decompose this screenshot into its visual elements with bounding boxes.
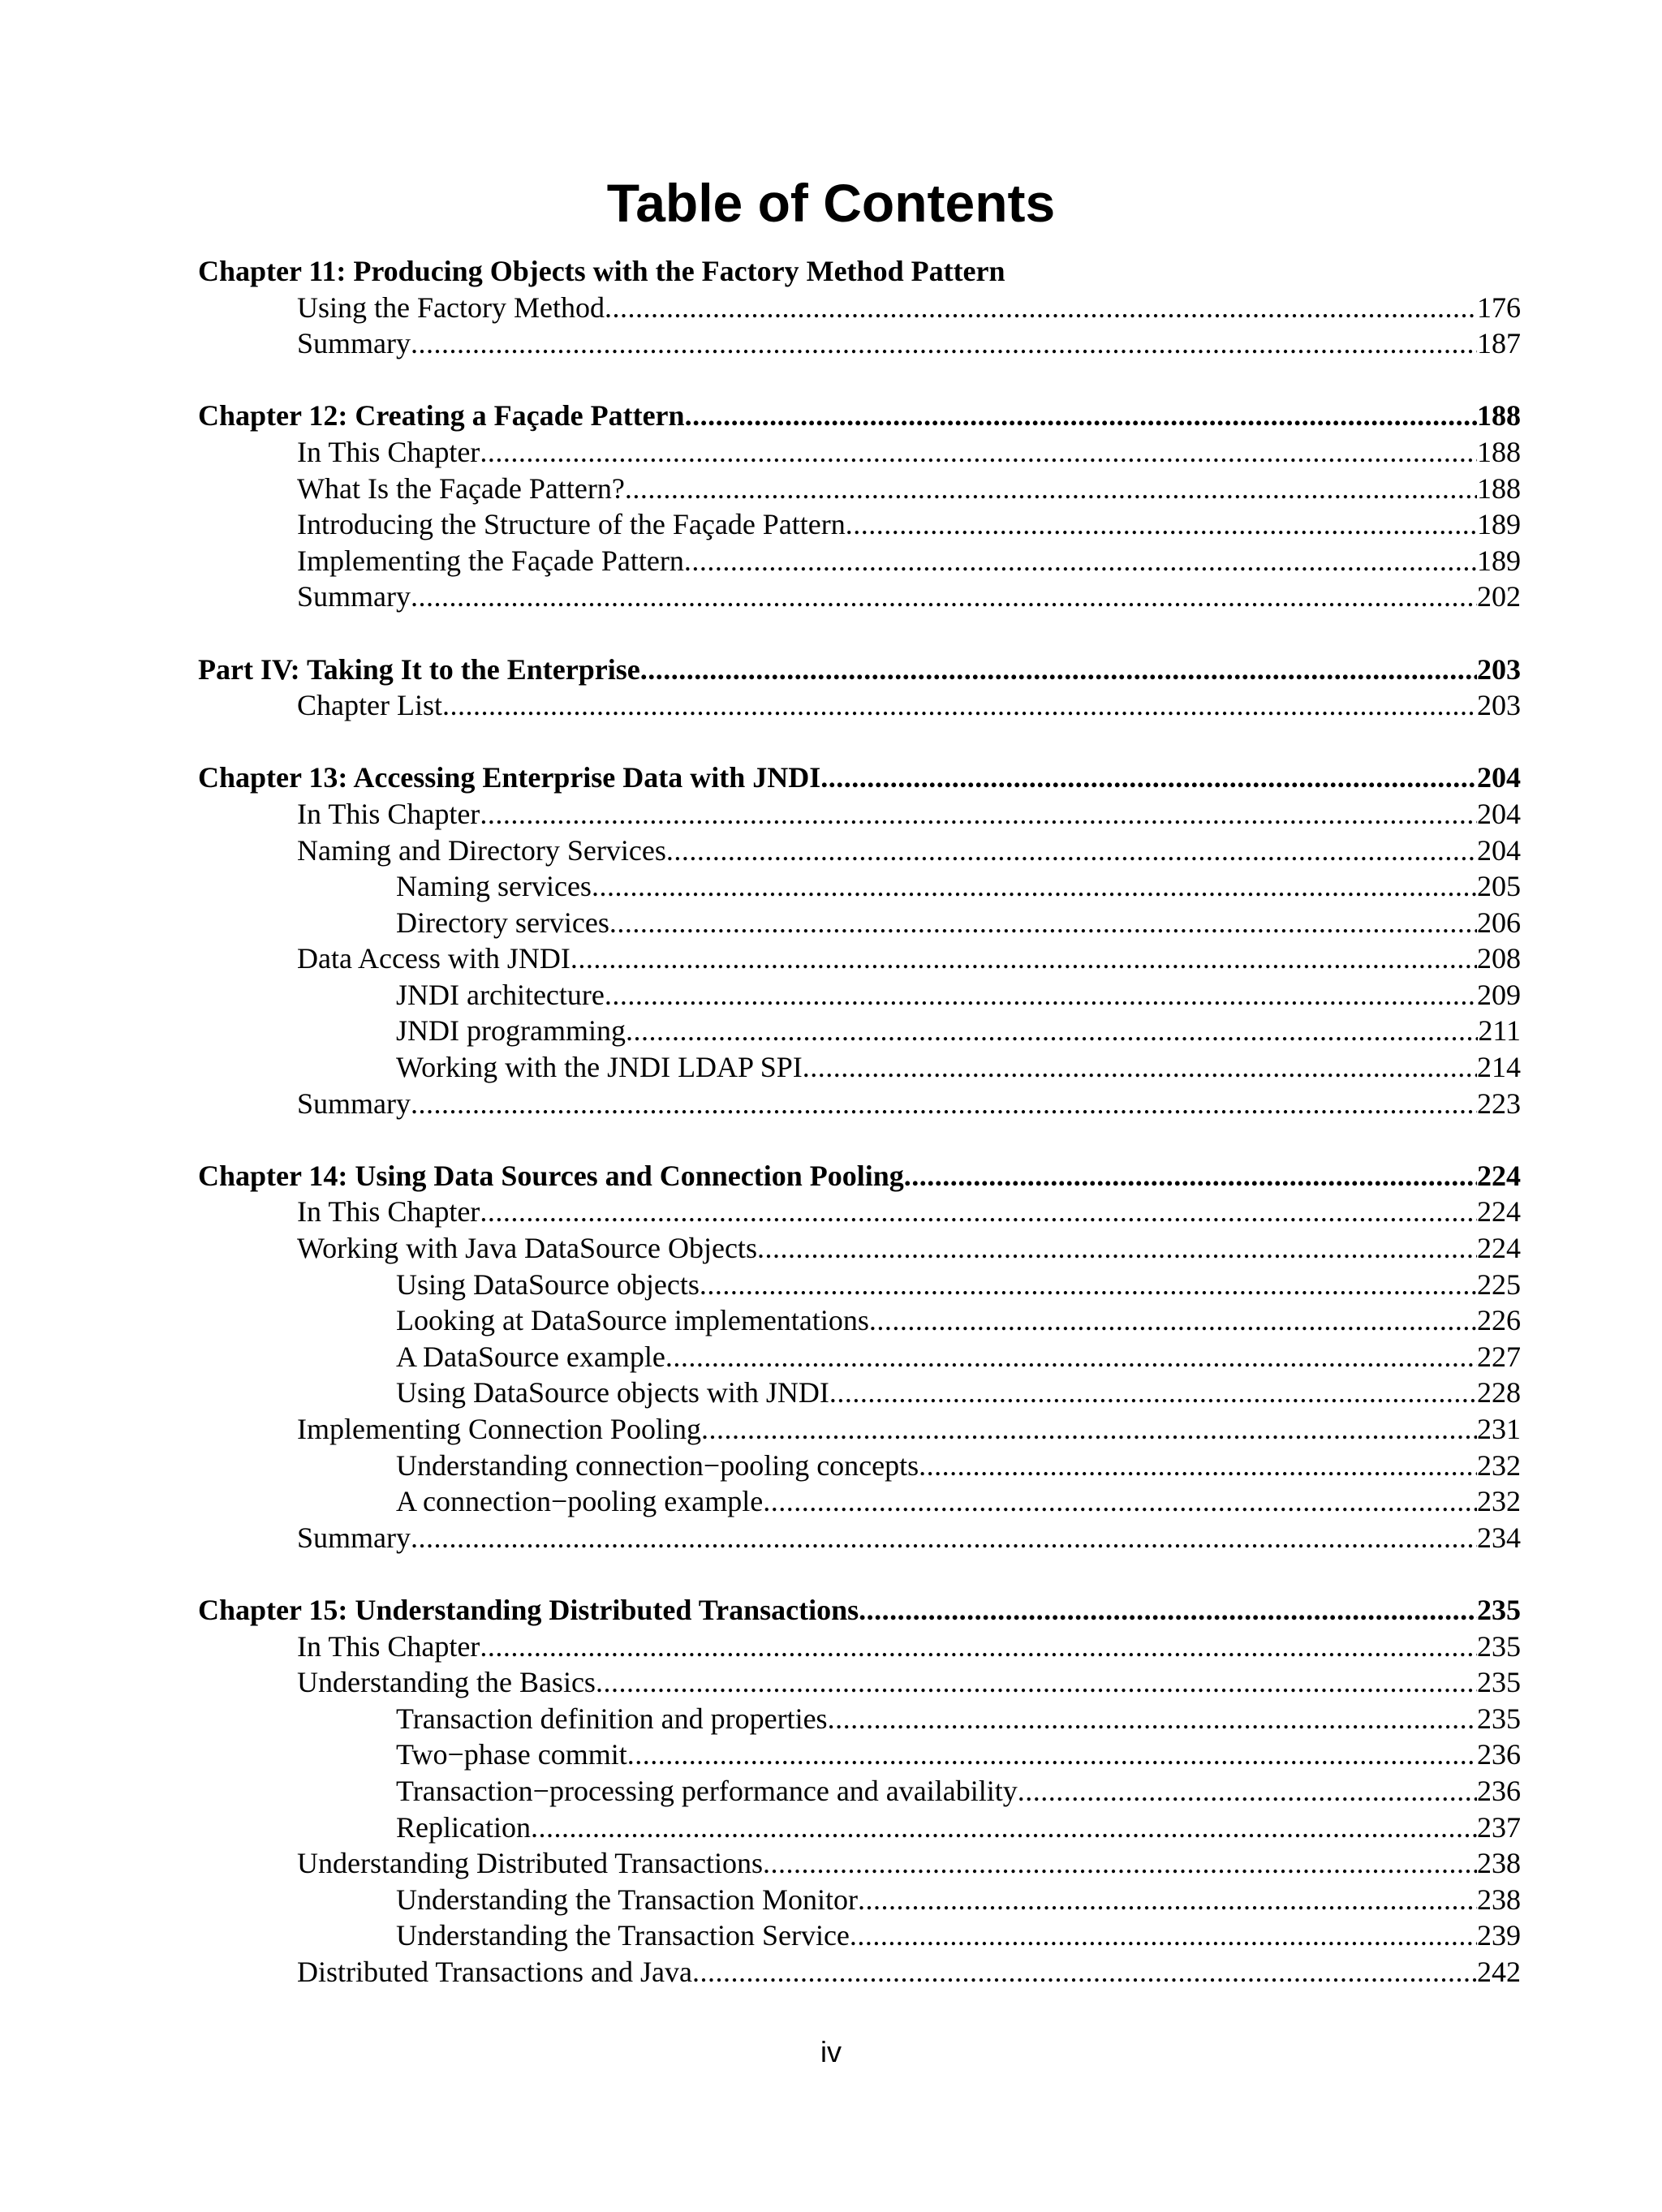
page-number: iv xyxy=(820,2035,842,2068)
dot-leader xyxy=(411,579,1477,615)
dot-leader xyxy=(480,1194,1477,1230)
toc-page-number: 202 xyxy=(1477,580,1521,613)
toc-entry[interactable] xyxy=(198,1230,1521,1267)
toc-entry[interactable] xyxy=(198,543,1521,579)
dot-leader xyxy=(640,652,1477,688)
toc-page-number: 214 xyxy=(1477,1051,1521,1084)
toc-page-number: 238 xyxy=(1477,1883,1521,1916)
dot-leader xyxy=(442,687,1477,724)
toc-page-number: 235 xyxy=(1477,1666,1521,1699)
dot-leader xyxy=(685,398,1477,434)
toc-entry-title: Using DataSource objects with JNDI xyxy=(396,1376,829,1409)
toc-page-number: 235 xyxy=(1477,1629,1521,1663)
toc-page-number: 189 xyxy=(1477,508,1521,541)
toc-entry-title: In This Chapter xyxy=(297,1195,480,1229)
toc-entry[interactable] xyxy=(198,1086,1521,1122)
toc-entry-title: Using the Factory Method xyxy=(297,290,605,324)
toc-entry-title: Summary xyxy=(297,1521,411,1554)
dot-leader xyxy=(592,868,1477,905)
toc-entry[interactable] xyxy=(198,833,1521,869)
toc-page-number: 235 xyxy=(1477,1702,1521,1735)
toc-entry-title: Two−phase commit xyxy=(396,1738,627,1771)
toc-heading[interactable] xyxy=(198,652,1521,688)
toc-entry-title: Understanding the Transaction Monitor xyxy=(396,1883,858,1916)
toc-entry[interactable] xyxy=(198,1267,1521,1303)
dot-leader xyxy=(757,1230,1477,1267)
dot-leader xyxy=(763,1483,1477,1520)
toc-page-number: 211 xyxy=(1478,1014,1521,1048)
toc-entry[interactable] xyxy=(198,325,1521,362)
dot-leader xyxy=(859,1592,1477,1629)
toc-page-number: 235 xyxy=(1477,1593,1521,1626)
dot-leader xyxy=(869,1302,1477,1339)
toc-page-number: 225 xyxy=(1477,1267,1521,1301)
toc-entry-title: Chapter 11: Producing Objects with the Factory Method Pattern xyxy=(198,255,1005,287)
toc-entry[interactable] xyxy=(198,1375,1521,1411)
dot-leader xyxy=(531,1810,1477,1846)
dot-leader xyxy=(692,1954,1477,1990)
toc-entry-title: Transaction definition and properties xyxy=(396,1702,828,1735)
dot-leader xyxy=(411,1520,1477,1556)
toc-page-number: 203 xyxy=(1477,652,1521,686)
dot-leader xyxy=(904,1158,1477,1194)
dot-leader xyxy=(665,1339,1477,1375)
toc-entry[interactable] xyxy=(198,1954,1521,1990)
toc-entry[interactable] xyxy=(198,1917,1521,1954)
dot-leader xyxy=(858,1882,1477,1918)
dot-leader xyxy=(829,1375,1477,1411)
dot-leader xyxy=(850,1917,1477,1954)
toc-page-number: 204 xyxy=(1477,833,1521,867)
toc-heading[interactable] xyxy=(198,1158,1521,1194)
toc-entry-title: Working with Java DataSource Objects xyxy=(297,1232,757,1265)
toc-entry-title: Working with the JNDI LDAP SPI xyxy=(396,1051,803,1084)
toc-page-number: 224 xyxy=(1477,1232,1521,1265)
dot-leader xyxy=(411,1086,1477,1122)
dot-leader xyxy=(684,543,1477,579)
toc-page-number: 242 xyxy=(1477,1955,1521,1988)
toc-page-number: 205 xyxy=(1477,870,1521,903)
dot-leader xyxy=(605,290,1477,326)
toc-entry[interactable] xyxy=(198,687,1521,724)
dot-leader xyxy=(605,977,1477,1013)
toc-page-number: 239 xyxy=(1477,1919,1521,1952)
toc-page-number: 188 xyxy=(1477,399,1521,433)
toc-entry-title: Introducing the Structure of the Façade Pattern xyxy=(297,508,846,541)
dot-leader xyxy=(919,1448,1477,1484)
toc-entry-title: JNDI programming xyxy=(396,1014,626,1048)
toc-entry[interactable] xyxy=(198,1664,1521,1701)
toc-entry-title: Summary xyxy=(297,580,411,613)
toc-entry-title: Transaction−processing performance and availability xyxy=(396,1774,1018,1807)
toc-heading[interactable] xyxy=(198,253,1521,290)
toc-page-number: 204 xyxy=(1477,761,1521,794)
toc-entry-title: Data Access with JNDI xyxy=(297,942,571,975)
dot-leader xyxy=(803,1049,1477,1086)
toc-entry[interactable] xyxy=(198,579,1521,615)
toc-page-number: 236 xyxy=(1477,1738,1521,1771)
toc-entry-title: Naming and Directory Services xyxy=(297,833,666,867)
toc-entry-title: Chapter 15: Understanding Distributed Transactions xyxy=(198,1593,859,1626)
toc-entry[interactable] xyxy=(198,471,1521,507)
toc-list xyxy=(198,253,1521,1990)
toc-entry-title: A DataSource example xyxy=(396,1340,665,1373)
dot-leader xyxy=(701,1411,1477,1448)
toc-entry-title: Chapter 12: Creating a Façade Pattern xyxy=(198,399,685,433)
toc-entry[interactable] xyxy=(198,940,1521,977)
dot-leader xyxy=(820,760,1477,796)
toc-entry-title: Understanding the Transaction Service xyxy=(396,1919,850,1952)
toc-heading[interactable] xyxy=(198,1592,1521,1629)
toc-entry-title: In This Chapter xyxy=(297,1629,480,1663)
toc-entry-title: Summary xyxy=(297,327,411,360)
dot-leader xyxy=(625,471,1477,507)
toc-page-number: 188 xyxy=(1477,471,1521,505)
toc-entry[interactable] xyxy=(198,434,1521,471)
toc-page-number: 187 xyxy=(1477,327,1521,360)
toc-entry-title: Using DataSource objects xyxy=(396,1267,700,1301)
toc-entry-title: A connection−pooling example xyxy=(396,1485,764,1518)
toc-entry[interactable] xyxy=(198,290,1521,326)
toc-page-number: 232 xyxy=(1477,1485,1521,1518)
dot-leader xyxy=(846,506,1477,543)
toc-entry[interactable] xyxy=(198,1049,1521,1086)
toc-page-number: 204 xyxy=(1477,797,1521,830)
dot-leader xyxy=(626,1013,1478,1049)
toc-entry[interactable] xyxy=(198,1845,1521,1882)
toc-heading[interactable] xyxy=(198,760,1521,796)
dot-leader xyxy=(700,1267,1477,1303)
page-title: Table of Contents xyxy=(606,173,1056,233)
toc-entry-title: What Is the Façade Pattern? xyxy=(297,471,625,505)
toc-entry-title: Replication xyxy=(396,1810,531,1844)
toc-entry[interactable] xyxy=(198,1520,1521,1556)
toc-entry[interactable] xyxy=(198,905,1521,941)
dot-leader xyxy=(609,905,1477,941)
toc-page-number: 236 xyxy=(1477,1774,1521,1807)
dot-leader xyxy=(1018,1773,1477,1810)
toc-entry[interactable] xyxy=(198,1882,1521,1918)
toc-page-number: 237 xyxy=(1477,1810,1521,1844)
toc-page-number: 228 xyxy=(1477,1376,1521,1409)
toc-entry[interactable] xyxy=(198,1629,1521,1665)
toc-entry[interactable] xyxy=(198,1701,1521,1737)
toc-entry-title: Looking at DataSource implementations xyxy=(396,1304,869,1337)
toc-page-number: 238 xyxy=(1477,1847,1521,1880)
dot-leader xyxy=(828,1701,1477,1737)
toc-entry-title: Understanding the Basics xyxy=(297,1666,596,1699)
toc-page-number: 223 xyxy=(1477,1087,1521,1120)
dot-leader xyxy=(411,325,1477,362)
toc-entry[interactable] xyxy=(198,977,1521,1013)
toc-page-number: 189 xyxy=(1477,544,1521,577)
toc-entry[interactable] xyxy=(198,1773,1521,1810)
toc-entry[interactable] xyxy=(198,796,1521,833)
toc-entry[interactable] xyxy=(198,1411,1521,1448)
toc-entry[interactable] xyxy=(198,1339,1521,1375)
toc-entry[interactable] xyxy=(198,1448,1521,1484)
toc-entry-title: Part IV: Taking It to the Enterprise xyxy=(198,652,640,686)
toc-entry-title: Summary xyxy=(297,1087,411,1120)
toc-page-number: 176 xyxy=(1477,290,1521,324)
toc-page-number: 234 xyxy=(1477,1521,1521,1554)
toc-entry-title: Understanding connection−pooling concepts xyxy=(396,1448,919,1482)
toc-page-number: 226 xyxy=(1477,1304,1521,1337)
toc-entry-title: Distributed Transactions and Java xyxy=(297,1955,692,1988)
dot-leader xyxy=(627,1736,1477,1773)
dot-leader xyxy=(480,434,1477,471)
toc-entry-title: Directory services xyxy=(396,906,609,939)
toc-entry-title: Implementing the Façade Pattern xyxy=(297,544,684,577)
dot-leader xyxy=(666,833,1477,869)
toc-page-number: 231 xyxy=(1477,1413,1521,1445)
toc-page-number: 208 xyxy=(1477,942,1521,975)
toc-page-number: 224 xyxy=(1477,1195,1521,1229)
toc-entry-title: Chapter 13: Accessing Enterprise Data with JNDI xyxy=(198,761,821,794)
dot-leader xyxy=(596,1664,1477,1701)
dot-leader xyxy=(763,1845,1477,1882)
toc-entry-title: Naming services xyxy=(396,870,592,903)
toc-heading[interactable] xyxy=(198,398,1521,434)
toc-page-number: 203 xyxy=(1477,689,1521,722)
toc-entry-title: Chapter 14: Using Data Sources and Connection Pooling xyxy=(198,1159,904,1192)
toc-page-number: 224 xyxy=(1477,1159,1521,1192)
toc-page-number: 232 xyxy=(1477,1448,1521,1482)
toc-entry[interactable] xyxy=(198,1483,1521,1520)
toc-entry-title: Chapter List xyxy=(297,689,442,722)
toc-entry[interactable] xyxy=(198,868,1521,905)
toc-entry-title: Understanding Distributed Transactions xyxy=(297,1847,763,1880)
toc-entry-title: In This Chapter xyxy=(297,797,480,830)
toc-entry[interactable] xyxy=(198,1302,1521,1339)
toc-entry[interactable] xyxy=(198,1736,1521,1773)
toc-entry[interactable] xyxy=(198,1194,1521,1230)
toc-entry-title: In This Chapter xyxy=(297,435,480,468)
toc-entry-title: Implementing Connection Pooling xyxy=(297,1413,701,1445)
toc-page-number: 188 xyxy=(1477,435,1521,468)
toc-entry[interactable] xyxy=(198,1013,1521,1049)
toc-entry[interactable] xyxy=(198,506,1521,543)
toc-entry[interactable] xyxy=(198,1810,1521,1846)
toc-page-number: 209 xyxy=(1477,978,1521,1011)
toc-page-number: 206 xyxy=(1477,906,1521,939)
dot-leader xyxy=(480,1629,1477,1665)
dot-leader xyxy=(571,940,1477,977)
dot-leader xyxy=(480,796,1477,833)
toc-page-number: 227 xyxy=(1477,1340,1521,1373)
toc-entry-title: JNDI architecture xyxy=(396,978,605,1011)
